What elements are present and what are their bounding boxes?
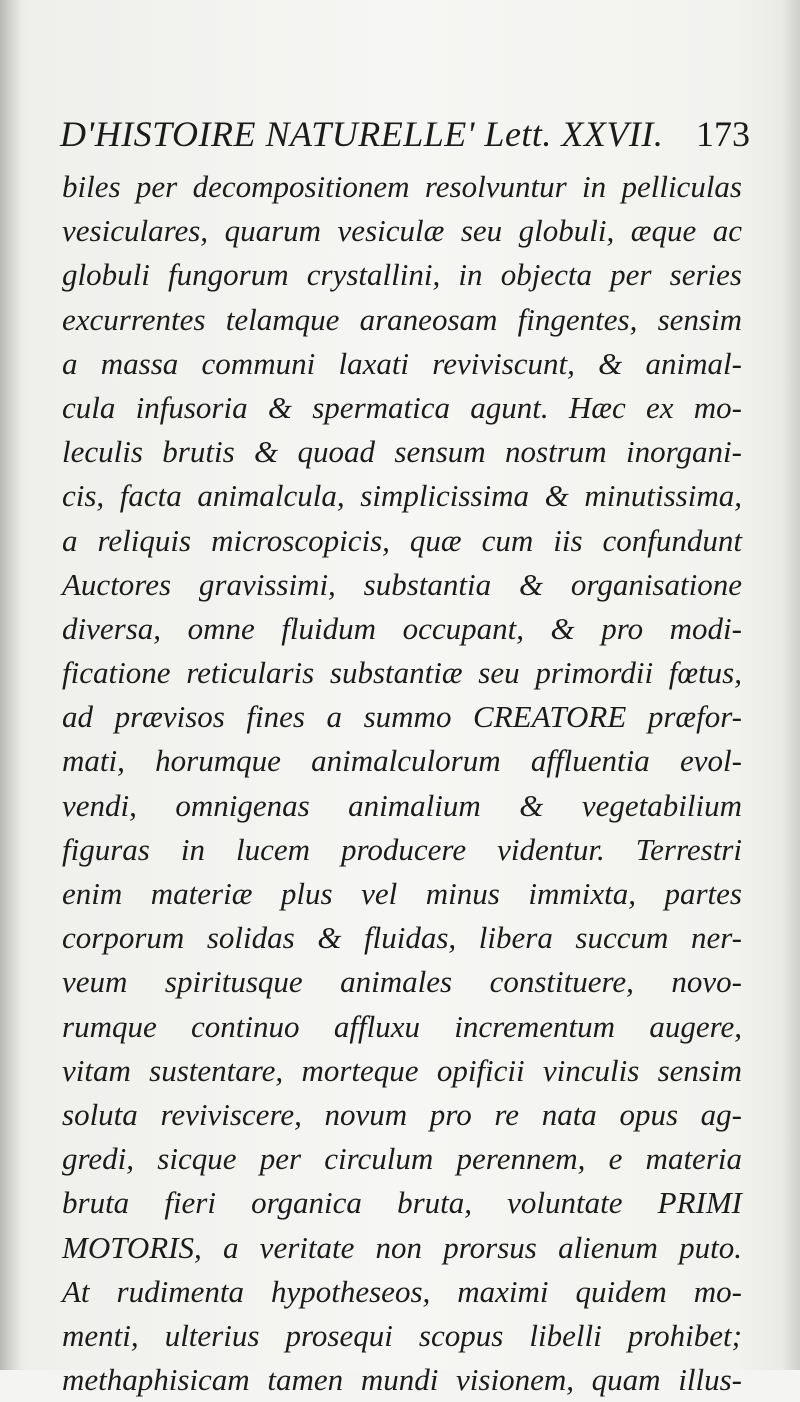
text-line: rumque continuo affluxu incrementum augere, [62,1008,742,1044]
text-line: cula infusoria & spermatica agunt. Hæc ex mo- [62,389,742,425]
text-line: cis, facta animalcula, simplicissima & minutissima, [62,478,742,514]
text-line: corporum solidas & fluidas, libera succum ner- [62,920,742,956]
page-gutter-shadow [0,0,22,1370]
text-line: mati, horumque animalculorum affluentia evol- [62,743,742,779]
text-line: enim materiæ plus vel minus immixta, partes [62,876,742,911]
text-line: vendi, omnigenas animalium & vegetabilium [62,787,742,823]
text-line: figuras in lucem producere videntur. Terrestri [62,831,742,867]
text-line: menti, ulterius prosequi scopus libelli prohibet; [62,1317,742,1353]
text-line: leculis brutis & quoad sensum nostrum inorgani- [62,434,742,470]
body-text [62,165,742,1402]
text-line: ad prævisos fines a summo CREATORE præfor- [62,699,742,735]
text-line: soluta reviviscere, novum pro re nata opus ag- [62,1096,742,1132]
text-line: ficatione reticularis substantiæ seu primordii fœtus, [62,655,742,691]
text-line: a reliquis microscopicis, quæ cum iis confundunt [62,522,742,558]
page-edge-shadow [782,0,800,1370]
text-line: At rudimenta hypotheseos, maximi quidem mo- [62,1273,742,1309]
text-line: veum spiritusque animales constituere, novo- [62,964,742,1000]
text-line: vesiculares, quarum vesiculæ seu globuli, æque ac [62,213,742,249]
running-head-title: D'HISTOIRE NATURELLE' Lett. XXVII. [60,114,664,154]
page-number: 173 [696,114,750,154]
text-line: gredi, sicque per circulum perennem, e materia [62,1141,742,1177]
text-line: MOTORIS, a veritate non prorsus alienum puto. [62,1229,742,1265]
text-line: diversa, omne fluidum occupant, & pro modi- [62,610,742,646]
text-line: globuli fungorum crystallini, in objecta per series [62,257,742,293]
text-line: Auctores gravissimi, substantia & organisatione [62,566,742,602]
running-head [60,112,750,156]
text-line: excurrentes telamque araneosam fingentes, sensim [62,301,742,337]
text-line: methaphisicam tamen mundi visionem, quam illus- [62,1362,742,1398]
text-line: a massa communi laxati reviviscunt, & animal- [62,345,742,381]
text-line: bruta fieri organica bruta, voluntate PRIMI [62,1185,742,1221]
text-line: biles per decompositionem resolvuntur in pelliculas [62,169,742,204]
text-line: vitam sustentare, morteque opificii vinculis sensim [62,1052,742,1088]
